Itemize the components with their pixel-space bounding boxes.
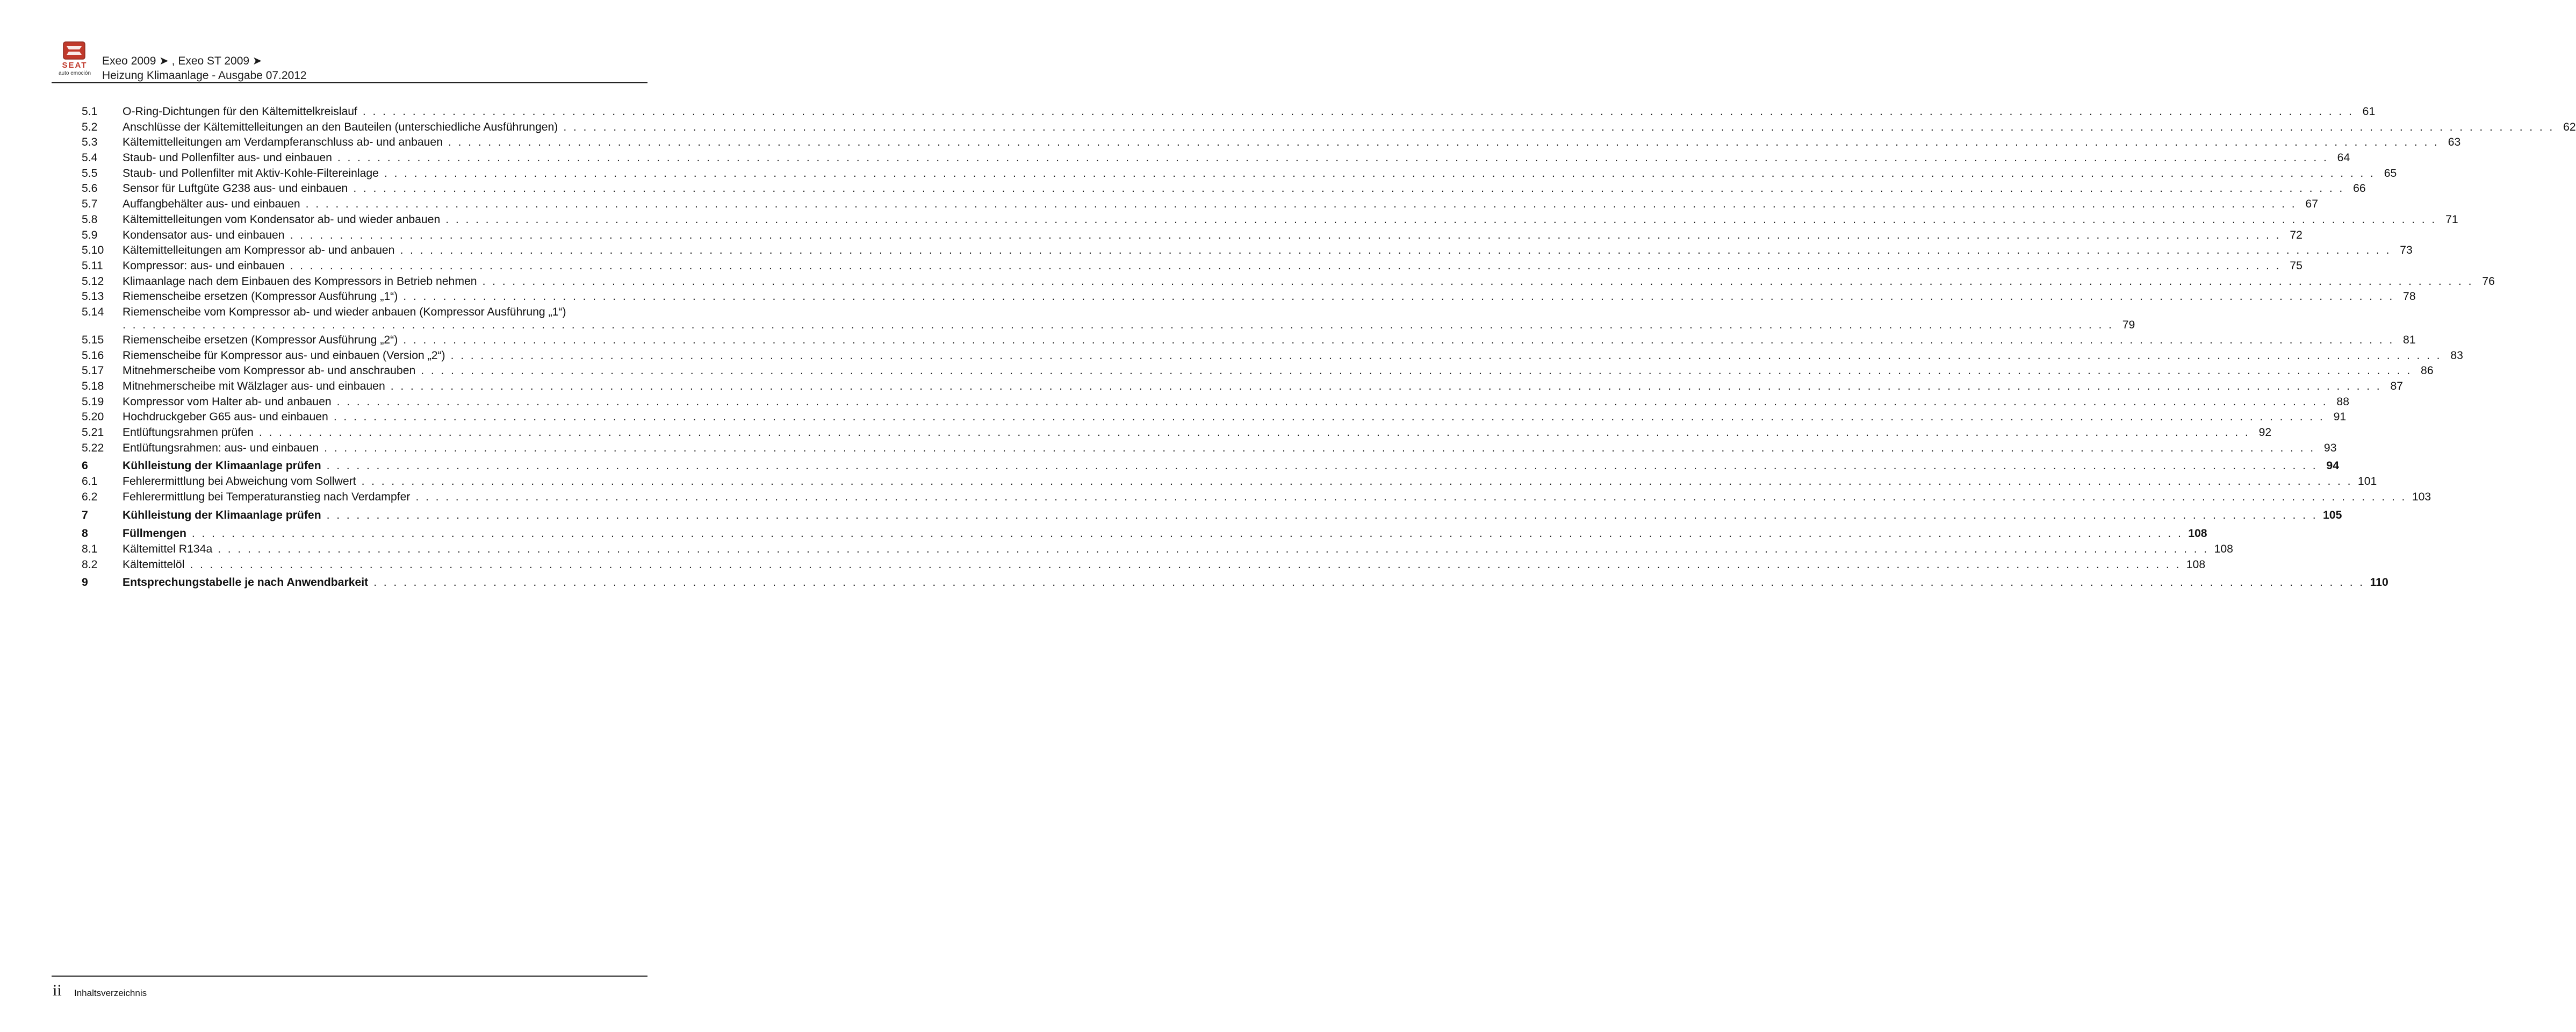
toc-entry[interactable] — [82, 348, 2463, 364]
toc-leader-dots: . . . . . . . . . . . . . . . . . . . . . . . . . . . . . . . . . . . . . . . . . . . . . . . . . . . . . . . . . . . . . . . . . . . . . . . . . . . . . . . . . . . . . . . . . . . . . . . . . . . . . . . . . . . . . . . . . . . . . . . . . . . . . . . . . . . . . . . . . . . . . . . . . . . . . . . . . . . . . . . . . . . . . . . . . . . . . . . . . . . . . . . . . . . . . . . . . . . . . . . . — [290, 228, 2281, 241]
toc-entry-page: 79 — [2122, 318, 2135, 331]
toc-entry-page: 67 — [2305, 198, 2318, 211]
toc-entry-page: 110 — [2370, 576, 2388, 589]
toc-entry-number: 5.11 — [82, 259, 103, 272]
toc-entry-title: Anschlüsse der Kältemittelleitungen an den Bauteilen (unterschiedliche Ausführungen) — [123, 120, 558, 133]
toc-entry-number: 5.17 — [82, 364, 104, 377]
toc-entry-page: 62 — [2563, 120, 2576, 133]
toc-entry-page: 93 — [2323, 441, 2337, 454]
toc-entry[interactable] — [82, 542, 2233, 557]
toc-entry-title: Kondensator aus- und einbauen — [123, 228, 285, 241]
toc-entry-number: 5.1 — [82, 105, 98, 118]
toc-entry-number: 5.3 — [82, 136, 98, 149]
toc-entry-page: 65 — [2384, 167, 2397, 180]
toc-leader-dots: . . . . . . . . . . . . . . . . . . . . . . . . . . . . . . . . . . . . . . . . . . . . . . . . . . . . . . . . . . . . . . . . . . . . . . . . . . . . . . . . . . . . . . . . . . . . . . . . . . . . . . . . . . . . . . . . . . . . . . . . . . . . . . . . . . . . . . . . . . . . . . . . . . . . . . . . . . . . . . . . . . . . . . . . . . . . . . . . . . . . . . . . . . . . . . . . . . . . . . . . — [290, 259, 2281, 272]
toc-entry-title: Riemenscheibe vom Kompressor ab- und wieder anbauen (Kompressor Ausführung „1“) — [123, 305, 566, 318]
toc-leader-dots: . . . . . . . . . . . . . . . . . . . . . . . . . . . . . . . . . . . . . . . . . . . . . . . . . . . . . . . . . . . . . . . . . . . . . . . . . . . . . . . . . . . . . . . . . . . . . . . . . . . . . . . . . . . . . . . . . . . . . . . . . . . . . . . . . . . . . . . . . . . . . . . . . . . . . . . . . . . . . . . . . . . . . . . . . . . . . . . . . . . . . . . . . . . . . . . . . . . . . . . . — [337, 152, 2329, 164]
toc-entry-title: Kühlleistung der Klimaanlage prüfen — [123, 460, 321, 472]
toc-leader-dots: . . . . . . . . . . . . . . . . . . . . . . . . . . . . . . . . . . . . . . . . . . . . . . . . . . . . . . . . . . . . . . . . . . . . . . . . . . . . . . . . . . . . . . . . . . . . . . . . . . . . . . . . . . . . . . . . . . . . . . . . . . . . . . . . . . . . . . . . . . . . . . . . . . . . . . . . . . . . . . . . . . . . . . . . . . . . . . . . . . . . . . . . . . . . . . . . . . . . . . . . — [448, 136, 2440, 149]
toc-entry-number: 8.1 — [82, 542, 98, 555]
toc-entry[interactable] — [82, 410, 2347, 425]
toc-entry-title: Füllmengen — [123, 527, 186, 540]
toc-leader-dots: . . . . . . . . . . . . . . . . . . . . . . . . . . . . . . . . . . . . . . . . . . . . . . . . . . . . . . . . . . . . . . . . . . . . . . . . . . . . . . . . . . . . . . . . . . . . . . . . . . . . . . . . . . . . . . . . . . . . . . . . . . . . . . . . . . . . . . . . . . . . . . . . . . . . . . . . . . . . . . . . . . . . . . . . . . . . . . . . . . . . . . . . . . . . . . . . . . . . . . . . — [482, 275, 2473, 288]
toc-leader-dots: . . . . . . . . . . . . . . . . . . . . . . . . . . . . . . . . . . . . . . . . . . . . . . . . . . . . . . . . . . . . . . . . . . . . . . . . . . . . . . . . . . . . . . . . . . . . . . . . . . . . . . . . . . . . . . . . . . . . . . . . . . . . . . . . . . . . . . . . . . . . . . . . . . . . . . . . . . . . . . . . . . . . . . . . . . . . . . . . . . . . . . . . . . . . . . . . . . . . . . . . — [384, 167, 2376, 180]
toc-entry-page: 75 — [2290, 259, 2302, 272]
toc-entry[interactable] — [82, 474, 2377, 490]
toc-entry-number: 5.4 — [82, 152, 98, 164]
table-of-contents — [82, 104, 2576, 591]
toc-entry-title: Auffangbehälter aus- und einbauen — [123, 198, 300, 211]
toc-entry-number: 8 — [82, 527, 88, 540]
toc-entry[interactable] — [82, 425, 2272, 441]
toc-entry-number: 6 — [82, 460, 88, 472]
toc-entry-page: 108 — [2186, 558, 2206, 571]
toc-entry-title: Fehlerermittlung bei Temperaturanstieg nach Verdampfer — [123, 491, 411, 504]
toc-entry[interactable] — [82, 490, 2431, 505]
toc-leader-dots: . . . . . . . . . . . . . . . . . . . . . . . . . . . . . . . . . . . . . . . . . . . . . . . . . . . . . . . . . . . . . . . . . . . . . . . . . . . . . . . . . . . . . . . . . . . . . . . . . . . . . . . . . . . . . . . . . . . . . . . . . . . . . . . . . . . . . . . . . . . . . . . . . . . . . . . . . . . . . . . . . . . . . . . . . . . . . . . . . . . . . . . . . . . . . . . . . . . . . . . . — [305, 198, 2297, 211]
toc-entry-number: 5.20 — [82, 411, 104, 424]
toc-entry[interactable] — [82, 228, 2302, 243]
toc-leader-dots: . . . . . . . . . . . . . . . . . . . . . . . . . . . . . . . . . . . . . . . . . . . . . . . . . . . . . . . . . . . . . . . . . . . . . . . . . . . . . . . . . . . . . . . . . . . . . . . . . . . . . . . . . . . . . . . . . . . . . . . . . . . . . . . . . . . . . . . . . . . . . . . . . . . . . . . . . . . . . . . . . . . . . . . . . . . . . . . . . . . . . . . . . . . . . . . . . . . . . . . . — [361, 475, 2352, 488]
toc-entry-page: 86 — [2421, 364, 2434, 377]
toc-entry-page: 87 — [2390, 380, 2404, 392]
toc-entry-title: Staub- und Pollenfilter aus- und einbauen — [123, 152, 332, 164]
toc-entry[interactable] — [82, 289, 2416, 305]
toc-leader-dots: . . . . . . . . . . . . . . . . . . . . . . . . . . . . . . . . . . . . . . . . . . . . . . . . . . . . . . . . . . . . . . . . . . . . . . . . . . . . . . . . . . . . . . . . . . . . . . . . . . . . . . . . . . . . . . . . . . . . . . . . . . . . . . . . . . . . . . . . . . . . . . . . . . . . . . . . . . . . . . . . . . . . . . . . . . . . . . . . . . . . . . . . . . . . . . . . . . . . . . . . — [353, 182, 2344, 195]
toc-entry-number: 5.15 — [82, 333, 104, 346]
toc-entry[interactable] — [82, 557, 2206, 573]
toc-entry-number: 5.21 — [82, 426, 104, 439]
toc-leader-dots: . . . . . . . . . . . . . . . . . . . . . . . . . . . . . . . . . . . . . . . . . . . . . . . . . . . . . . . . . . . . . . . . . . . . . . . . . . . . . . . . . . . . . . . . . . . . . . . . . . . . . . . . . . . . . . . . . . . . . . . . . . . . . . . . . . . . . . . . . . . . . . . . . . . . . . . . . . . . . . . . . . . . . . . . . . . . . . . . . . . . . . . . . . . . . . . . . . . . . . . . — [390, 380, 2382, 392]
toc-entry-page: 83 — [2450, 349, 2463, 362]
toc-entry-title: Fehlerermittlung bei Abweichung vom Sollwert — [123, 475, 356, 488]
toc-entry-number: 5.16 — [82, 349, 104, 362]
document-title — [102, 54, 307, 83]
toc-leader-dots: . . . . . . . . . . . . . . . . . . . . . . . . . . . . . . . . . . . . . . . . . . . . . . . . . . . . . . . . . . . . . . . . . . . . . . . . . . . . . . . . . . . . . . . . . . . . . . . . . . . . . . . . . . . . . . . . . . . . . . . . . . . . . . . . . . . . . . . . . . . . . . . . . . . . . . . . . . . . . . . . . . . . . . . . . . . . . . . . . . . . . . . . . . . . . . . . . . . . . . . . — [218, 542, 2209, 555]
toc-entry-page: 63 — [2448, 136, 2461, 149]
toc-leader-dots: . . . . . . . . . . . . . . . . . . . . . . . . . . . . . . . . . . . . . . . . . . . . . . . . . . . . . . . . . . . . . . . . . . . . . . . . . . . . . . . . . . . . . . . . . . . . . . . . . . . . . . . . . . . . . . . . . . . . . . . . . . . . . . . . . . . . . . . . . . . . . . . . . . . . . . . . . . . . . . . . . . . . . . . . . . . . . . . . . . . . . . . . . . . . . . . . . . . . . . . . — [190, 558, 2181, 571]
toc-entry-title: Mitnehmerscheibe mit Wälzlager aus- und einbauen — [123, 380, 385, 392]
brand-tagline: auto emoción — [58, 70, 91, 76]
toc-entry-number: 5.9 — [82, 228, 98, 241]
toc-entry-page: 64 — [2337, 152, 2350, 164]
toc-leader-dots: . . . . . . . . . . . . . . . . . . . . . . . . . . . . . . . . . . . . . . . . . . . . . . . . . . . . . . . . . . . . . . . . . . . . . . . . . . . . . . . . . . . . . . . . . . . . . . . . . . . . . . . . . . . . . . . . . . . . . . . . . . . . . . . . . . . . . . . . . . . . . . . . . . . . . . . . . . . . . . . . . . . . . . . . . . . . . . . . . . . . . . . . . . . . . . . . . . . . . . . . — [421, 364, 2412, 377]
toc-entry[interactable] — [82, 104, 2376, 120]
toc-leader-dots: . . . . . . . . . . . . . . . . . . . . . . . . . . . . . . . . . . . . . . . . . . . . . . . . . . . . . . . . . . . . . . . . . . . . . . . . . . . . . . . . . . . . . . . . . . . . . . . . . . . . . . . . . . . . . . . . . . . . . . . . . . . . . . . . . . . . . . . . . . . . . . . . . . . . . . . . . . . . . . . . . . . . . . . . . . . . . . . . . . . . . . . . . . . . . . . . . . . . . . . . — [258, 426, 2250, 439]
toc-entry-title: Kältemittelleitungen am Verdampferanschluss ab- und anbauen — [123, 136, 443, 149]
toc-entry[interactable] — [82, 395, 2349, 410]
toc-entry-page: 78 — [2403, 290, 2416, 303]
toc-entry-page: 105 — [2323, 508, 2342, 521]
toc-entry[interactable] — [82, 274, 2495, 290]
toc-entry-page: 71 — [2445, 213, 2458, 226]
toc-entry-title: Kältemittelleitungen vom Kondensator ab- und wieder anbauen — [123, 213, 441, 226]
toc-entry-page: 72 — [2290, 228, 2302, 241]
toc-entry-number: 5.14 — [82, 305, 104, 318]
toc-entry-page: 92 — [2258, 426, 2272, 439]
toc-leader-dots: . . . . . . . . . . . . . . . . . . . . . . . . . . . . . . . . . . . . . . . . . . . . . . . . . . . . . . . . . . . . . . . . . . . . . . . . . . . . . . . . . . . . . . . . . . . . . . . . . . . . . . . . . . . . . . . . . . . . . . . . . . . . . . . . . . . . . . . . . . . . . . . . . . . . . . . . . . . . . . . . . . . . . . . . . . . . . . . . . . . . . . . . . . . . . . . . . . . . . . . . — [403, 290, 2394, 303]
toc-leader-dots: . . . . . . . . . . . . . . . . . . . . . . . . . . . . . . . . . . . . . . . . . . . . . . . . . . . . . . . . . . . . . . . . . . . . . . . . . . . . . . . . . . . . . . . . . . . . . . . . . . . . . . . . . . . . . . . . . . . . . . . . . . . . . . . . . . . . . . . . . . . . . . . . . . . . . . . . . . . . . . . . . . . . . . . . . . . . . . . . . . . . . . . . . . . . . . . . . . . . . . . . — [362, 105, 2354, 118]
toc-entry-page: 76 — [2482, 275, 2495, 288]
toc-entry-number: 5.22 — [82, 441, 104, 454]
toc-leader-dots: . . . . . . . . . . . . . . . . . . . . . . . . . . . . . . . . . . . . . . . . . . . . . . . . . . . . . . . . . . . . . . . . . . . . . . . . . . . . . . . . . . . . . . . . . . . . . . . . . . . . . . . . . . . . . . . . . . . . . . . . . . . . . . . . . . . . . . . . . . . . . . . . . . . . . . . . . . . . . . . . . . . . . . . . . . . . . . . . . . . . . . . . . . . . . . . . . . . . . . . . — [403, 333, 2394, 346]
toc-chapter-entry[interactable] — [82, 526, 2207, 542]
seat-logo-icon — [52, 41, 98, 77]
toc-entry-number: 8.2 — [82, 558, 98, 571]
toc-entry-number: 5.12 — [82, 275, 104, 288]
toc-leader-dots: . . . . . . . . . . . . . . . . . . . . . . . . . . . . . . . . . . . . . . . . . . . . . . . . . . . . . . . . . . . . . . . . . . . . . . . . . . . . . . . . . . . . . . . . . . . . . . . . . . . . . . . . . . . . . . . . . . . . . . . . . . . . . . . . . . . . . . . . . . . . . . . . . . . . . . . . . . . . . . . . . . . . . . . . . . . . . . . . . . . . . . . . . . . . . . . . . . . . . . . . — [373, 576, 2365, 589]
toc-entry-number: 5.13 — [82, 290, 104, 303]
toc-entry[interactable] — [82, 197, 2318, 212]
brand-name: SEAT — [62, 61, 88, 70]
toc-leader-dots: . . . . . . . . . . . . . . . . . . . . . . . . . . . . . . . . . . . . . . . . . . . . . . . . . . . . . . . . . . . . . . . . . . . . . . . . . . . . . . . . . . . . . . . . . . . . . . . . . . . . . . . . . . . . . . . . . . . . . . . . . . . . . . . . . . . . . . . . . . . . . . . . . . . . . . . . . . . . . . . . . . . . . . . . . . . . . . . . . . . . . . . . . . . . . . . . . . . . . . . . — [445, 213, 2437, 226]
toc-leader-dots: . . . . . . . . . . . . . . . . . . . . . . . . . . . . . . . . . . . . . . . . . . . . . . . . . . . . . . . . . . . . . . . . . . . . . . . . . . . . . . . . . . . . . . . . . . . . . . . . . . . . . . . . . . . . . . . . . . . . . . . . . . . . . . . . . . . . . . . . . . . . . . . . . . . . . . . . . . . . . . . . . . . . . . . . . . . . . . . . . . . . . . . . . . . . . . . . . . . . . . . . — [563, 120, 2555, 133]
toc-entry-page: 108 — [2214, 542, 2233, 555]
toc-entry-number: 5.2 — [82, 120, 98, 133]
toc-entry-page: 81 — [2403, 333, 2416, 346]
toc-chapter-entry[interactable] — [82, 508, 2342, 524]
toc-entry-number: 5.6 — [82, 182, 98, 195]
toc-entry[interactable] — [82, 379, 2404, 395]
toc-entry-number: 5.8 — [82, 213, 98, 226]
toc-entry-title: Kältemittelöl — [123, 558, 185, 571]
toc-entry[interactable] — [82, 259, 2302, 274]
toc-entry-page: 91 — [2333, 411, 2347, 424]
page-header — [52, 41, 647, 84]
footer-divider — [52, 976, 647, 977]
toc-entry[interactable] — [82, 135, 2461, 150]
model-line: Exeo 2009 ➤ , Exeo ST 2009 ➤ — [102, 55, 262, 67]
toc-entry-title: Entlüftungsrahmen prüfen — [123, 426, 254, 439]
toc-entry-page: 103 — [2412, 491, 2431, 504]
toc-entry[interactable] — [82, 212, 2458, 228]
toc-entry-title: Riemenscheibe ersetzen (Kompressor Ausführung „1“) — [123, 290, 398, 303]
toc-leader-dots: . . . . . . . . . . . . . . . . . . . . . . . . . . . . . . . . . . . . . . . . . . . . . . . . . . . . . . . . . . . . . . . . . . . . . . . . . . . . . . . . . . . . . . . . . . . . . . . . . . . . . . . . . . . . . . . . . . . . . . . . . . . . . . . . . . . . . . . . . . . . . . . . . . . . . . . . . . . . . . . . . . . . . . . . . . . . . . . . . . . . . . . . . . . . . . . . . . . . . . . . — [123, 318, 2114, 331]
toc-entry-title: Kompressor vom Halter ab- und anbauen — [123, 395, 332, 408]
toc-entry-title: Kompressor: aus- und einbauen — [123, 259, 285, 272]
toc-entry-title: Sensor für Luftgüte G238 aus- und einbauen — [123, 182, 348, 195]
toc-entry[interactable] — [82, 181, 2366, 197]
toc-entry-number: 7 — [82, 508, 88, 521]
toc-entry-title: Kältemittelleitungen am Kompressor ab- und anbauen — [123, 244, 395, 257]
toc-entry-number: 9 — [82, 576, 88, 589]
toc-leader-dots: . . . . . . . . . . . . . . . . . . . . . . . . . . . . . . . . . . . . . . . . . . . . . . . . . . . . . . . . . . . . . . . . . . . . . . . . . . . . . . . . . . . . . . . . . . . . . . . . . . . . . . . . . . . . . . . . . . . . . . . . . . . . . . . . . . . . . . . . . . . . . . . . . . . . . . . . . . . . . . . . . . . . . . . . . . . . . . . . . . . . . . . . . . . . . . . . . . . . . . . . — [450, 349, 2442, 362]
toc-entry-title: Kühlleistung der Klimaanlage prüfen — [123, 508, 321, 521]
toc-leader-dots: . . . . . . . . . . . . . . . . . . . . . . . . . . . . . . . . . . . . . . . . . . . . . . . . . . . . . . . . . . . . . . . . . . . . . . . . . . . . . . . . . . . . . . . . . . . . . . . . . . . . . . . . . . . . . . . . . . . . . . . . . . . . . . . . . . . . . . . . . . . . . . . . . . . . . . . . . . . . . . . . . . . . . . . . . . . . . . . . . . . . . . . . . . . . . . . . . . . . . . . . — [415, 491, 2407, 504]
toc-entry-number: 5.5 — [82, 167, 98, 180]
toc-entry-page: 61 — [2362, 105, 2376, 118]
toc-entry-page: 66 — [2353, 182, 2366, 195]
toc-entry-page: 94 — [2326, 460, 2339, 472]
toc-entry[interactable] — [82, 441, 2337, 456]
toc-entry[interactable] — [82, 305, 2135, 333]
toc-entry[interactable] — [82, 243, 2413, 259]
toc-entry-number: 5.7 — [82, 198, 98, 211]
toc-entry-title: Klimaanlage nach dem Einbauen des Kompressors in Betrieb nehmen — [123, 275, 477, 288]
toc-chapter-entry[interactable] — [82, 575, 2388, 591]
toc-entry[interactable] — [82, 333, 2416, 348]
toc-entry[interactable] — [82, 120, 2576, 135]
toc-chapter-entry[interactable] — [82, 458, 2339, 474]
toc-entry-number: 6.1 — [82, 475, 98, 488]
toc-entry-title: Kältemittel R134a — [123, 542, 213, 555]
toc-entry[interactable] — [82, 166, 2397, 182]
toc-entry-number: 5.10 — [82, 244, 104, 257]
footer-page-number: ii — [53, 981, 62, 999]
toc-entry-page: 101 — [2357, 475, 2377, 488]
toc-entry-page: 73 — [2400, 244, 2413, 257]
toc-leader-dots: . . . . . . . . . . . . . . . . . . . . . . . . . . . . . . . . . . . . . . . . . . . . . . . . . . . . . . . . . . . . . . . . . . . . . . . . . . . . . . . . . . . . . . . . . . . . . . . . . . . . . . . . . . . . . . . . . . . . . . . . . . . . . . . . . . . . . . . . . . . . . . . . . . . . . . . . . . . . . . . . . . . . . . . . . . . . . . . . . . . . . . . . . . . . . . . . . . . . . . . . — [326, 508, 2318, 521]
toc-leader-dots: . . . . . . . . . . . . . . . . . . . . . . . . . . . . . . . . . . . . . . . . . . . . . . . . . . . . . . . . . . . . . . . . . . . . . . . . . . . . . . . . . . . . . . . . . . . . . . . . . . . . . . . . . . . . . . . . . . . . . . . . . . . . . . . . . . . . . . . . . . . . . . . . . . . . . . . . . . . . . . . . . . . . . . . . . . . . . . . . . . . . . . . . . . . . . . . . . . . . . . . . — [333, 411, 2325, 424]
toc-entry[interactable] — [82, 363, 2434, 379]
toc-entry-title: Entlüftungsrahmen: aus- und einbauen — [123, 441, 319, 454]
toc-leader-dots: . . . . . . . . . . . . . . . . . . . . . . . . . . . . . . . . . . . . . . . . . . . . . . . . . . . . . . . . . . . . . . . . . . . . . . . . . . . . . . . . . . . . . . . . . . . . . . . . . . . . . . . . . . . . . . . . . . . . . . . . . . . . . . . . . . . . . . . . . . . . . . . . . . . . . . . . . . . . . . . . . . . . . . . . . . . . . . . . . . . . . . . . . . . . . . . . . . . . . . . . — [400, 244, 2391, 257]
header-divider — [52, 82, 647, 83]
toc-leader-dots: . . . . . . . . . . . . . . . . . . . . . . . . . . . . . . . . . . . . . . . . . . . . . . . . . . . . . . . . . . . . . . . . . . . . . . . . . . . . . . . . . . . . . . . . . . . . . . . . . . . . . . . . . . . . . . . . . . . . . . . . . . . . . . . . . . . . . . . . . . . . . . . . . . . . . . . . . . . . . . . . . . . . . . . . . . . . . . . . . . . . . . . . . . . . . . . . . . . . . . . . — [336, 395, 2328, 408]
toc-leader-dots: . . . . . . . . . . . . . . . . . . . . . . . . . . . . . . . . . . . . . . . . . . . . . . . . . . . . . . . . . . . . . . . . . . . . . . . . . . . . . . . . . . . . . . . . . . . . . . . . . . . . . . . . . . . . . . . . . . . . . . . . . . . . . . . . . . . . . . . . . . . . . . . . . . . . . . . . . . . . . . . . . . . . . . . . . . . . . . . . . . . . . . . . . . . . . . . . . . . . . . . . — [324, 441, 2315, 454]
manual-line: Heizung Klimaanlage - Ausgabe 07.2012 — [102, 69, 307, 82]
toc-leader-dots: . . . . . . . . . . . . . . . . . . . . . . . . . . . . . . . . . . . . . . . . . . . . . . . . . . . . . . . . . . . . . . . . . . . . . . . . . . . . . . . . . . . . . . . . . . . . . . . . . . . . . . . . . . . . . . . . . . . . . . . . . . . . . . . . . . . . . . . . . . . . . . . . . . . . . . . . . . . . . . . . . . . . . . . . . . . . . . . . . . . . . . . . . . . . . . . . . . . . . . . . — [326, 460, 2318, 472]
toc-entry-title: Riemenscheibe ersetzen (Kompressor Ausführung „2“) — [123, 333, 398, 346]
toc-entry-page: 108 — [2188, 527, 2207, 540]
toc-entry-page: 88 — [2336, 395, 2349, 408]
footer-section-label: Inhaltsverzeichnis — [74, 988, 147, 998]
toc-entry-title: Mitnehmerscheibe vom Kompressor ab- und anschrauben — [123, 364, 416, 377]
toc-entry-title: Entsprechungstabelle je nach Anwendbarkeit — [123, 576, 369, 589]
toc-entry-title: Riemenscheibe für Kompressor aus- und einbauen (Version „2“) — [123, 349, 445, 362]
toc-entry-number: 5.19 — [82, 395, 104, 408]
toc-entry-number: 5.18 — [82, 380, 104, 392]
toc-entry-title: Staub- und Pollenfilter mit Aktiv-Kohle-Filtereinlage — [123, 167, 379, 180]
toc-entry[interactable] — [82, 150, 2350, 166]
toc-entry-number: 6.2 — [82, 491, 98, 504]
toc-leader-dots: . . . . . . . . . . . . . . . . . . . . . . . . . . . . . . . . . . . . . . . . . . . . . . . . . . . . . . . . . . . . . . . . . . . . . . . . . . . . . . . . . . . . . . . . . . . . . . . . . . . . . . . . . . . . . . . . . . . . . . . . . . . . . . . . . . . . . . . . . . . . . . . . . . . . . . . . . . . . . . . . . . . . . . . . . . . . . . . . . . . . . . . . . . . . . . . . . . . . . . . . — [191, 527, 2183, 540]
toc-entry-title: Hochdruckgeber G65 aus- und einbauen — [123, 411, 328, 424]
toc-entry-title: O-Ring-Dichtungen für den Kältemittelkreislauf — [123, 105, 357, 118]
